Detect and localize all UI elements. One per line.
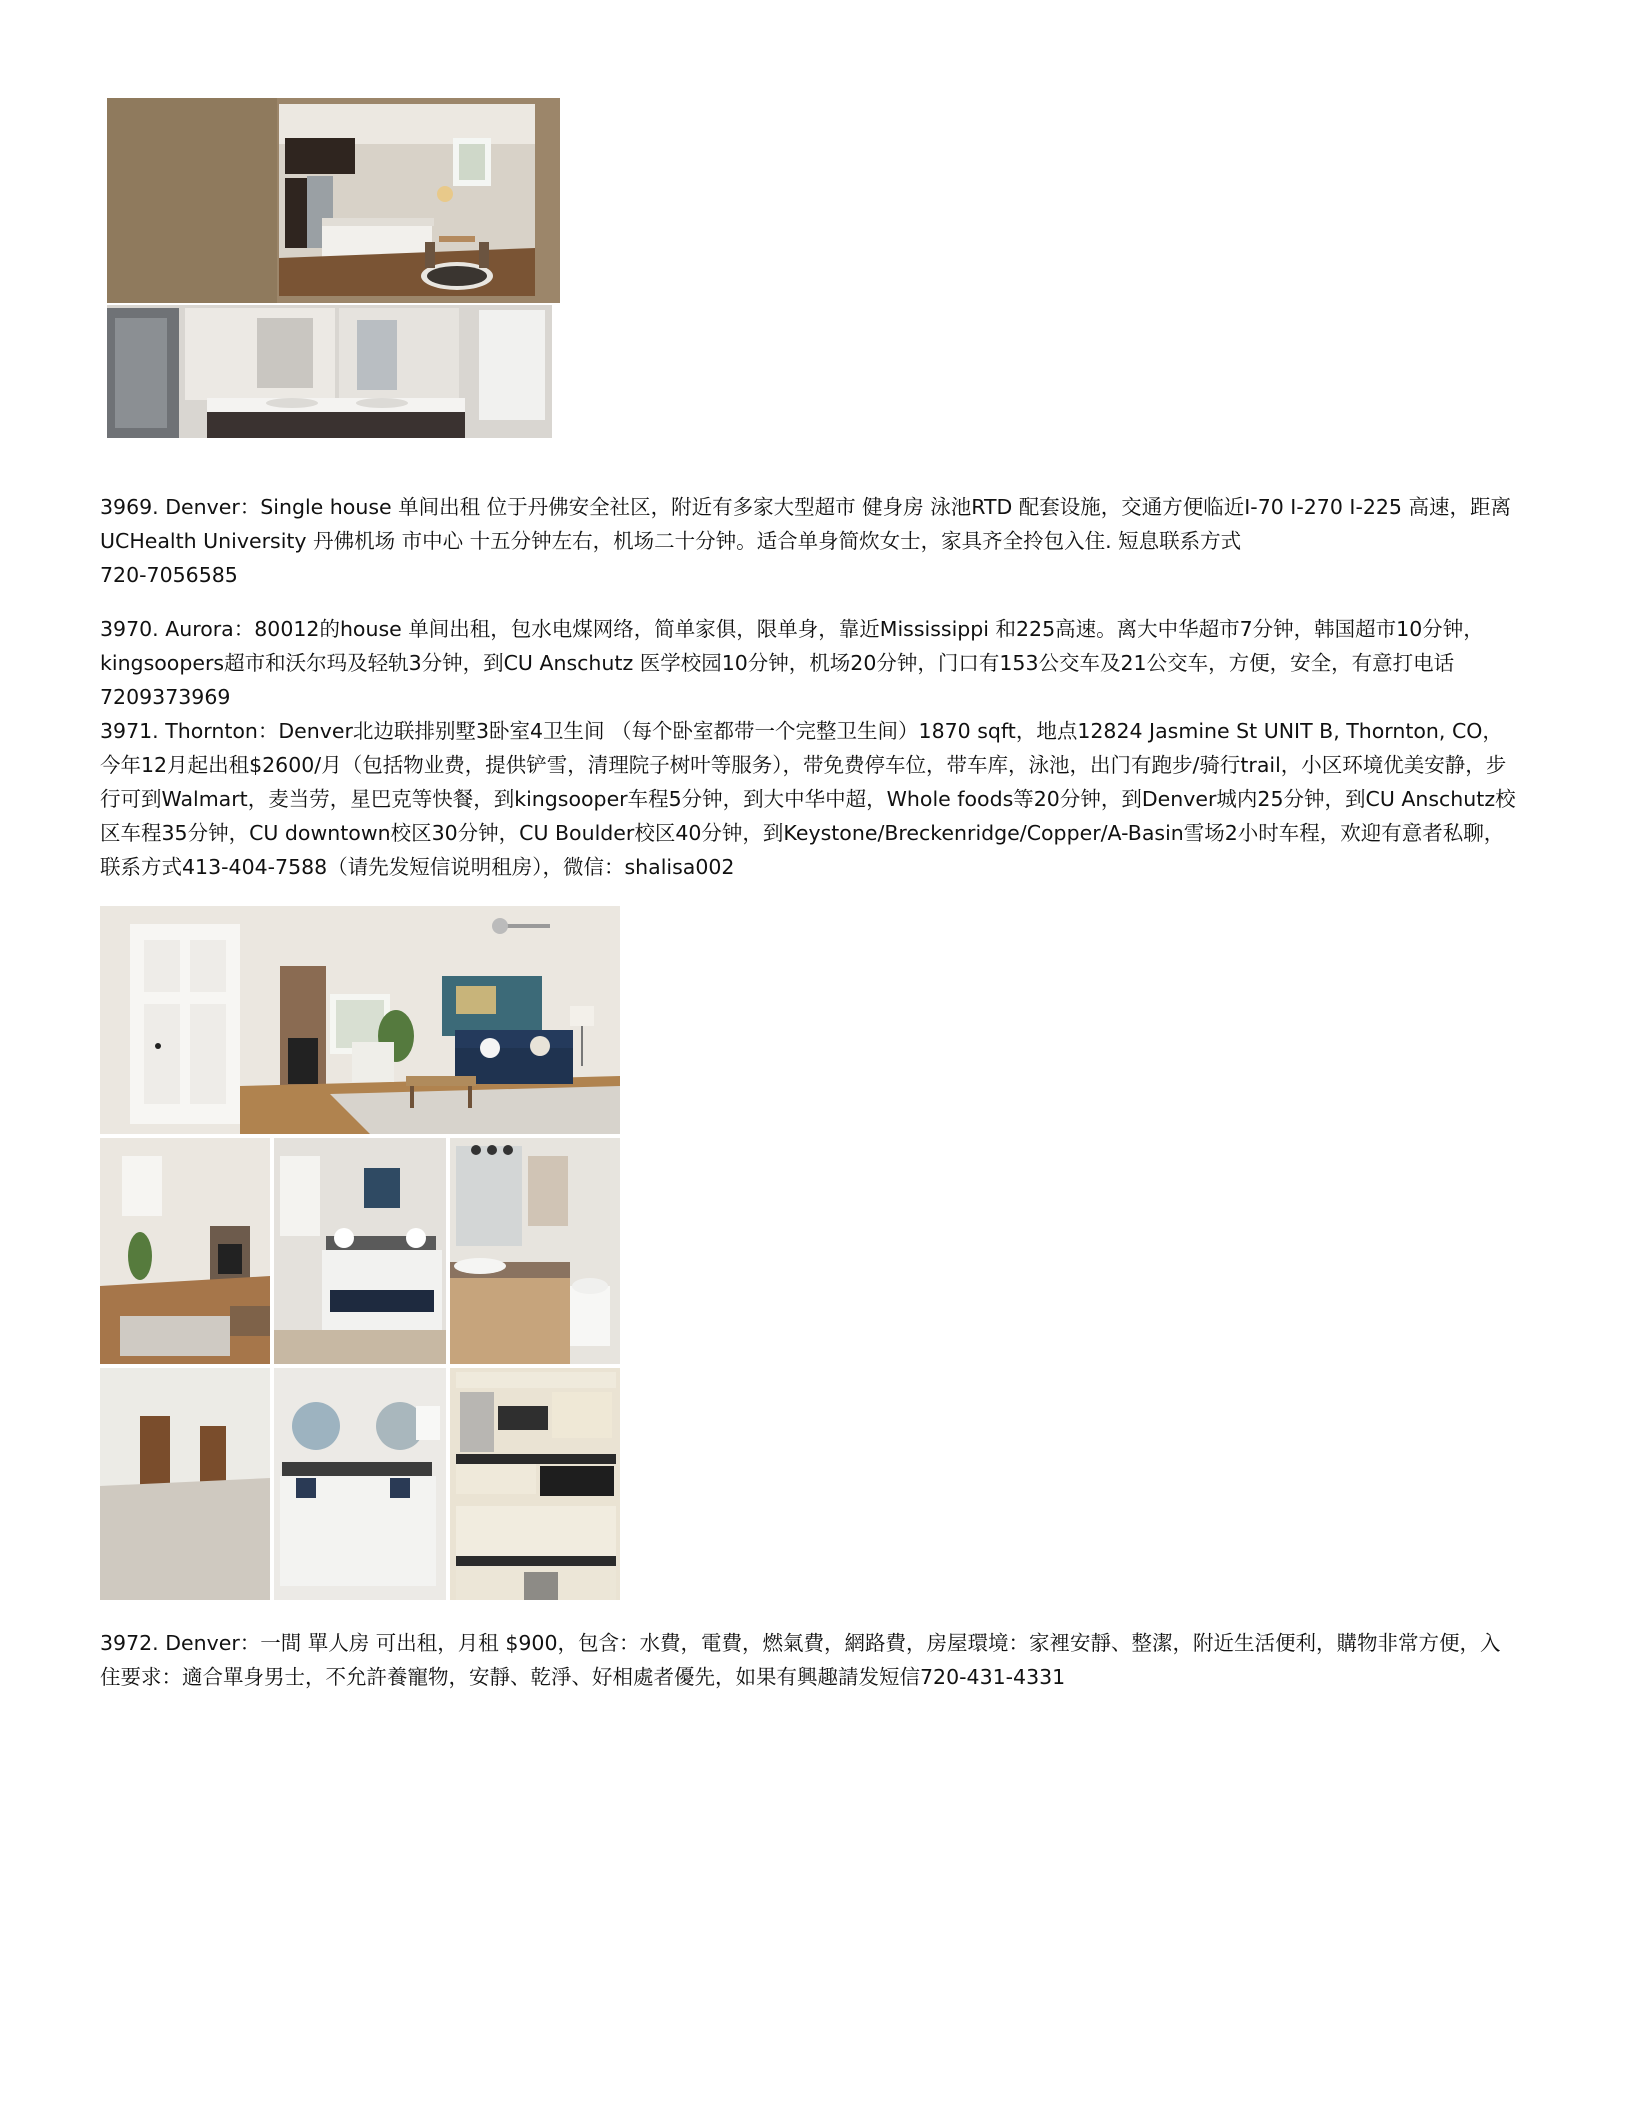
- listing-3969-text: 3969. Denver：Single house 单间出租 位于丹佛安全社区，附近有多家大型超市 健身房 泳池RTD 配套设施，交通方便临近I-70 I-270 I-225 高速，距离UCHealth University 丹佛机场 市中心 十五分钟左右，机场二十分钟。适合单身简炊女士，家具齐全拎包入住. 短息联系方式 720-7056585: [100, 495, 1511, 587]
- listing-3971: [100, 714, 1520, 884]
- kitchen-bathroom-photo: [107, 98, 560, 438]
- listing-3969: [100, 490, 1520, 592]
- townhouse-interior-photo: [100, 906, 620, 1600]
- listing-3972: [100, 1626, 1520, 1694]
- listing-3970-text: 3970. Aurora：80012的house 单间出租，包水电煤网络，简单家俱，限单身，靠近Mississippi 和225高速。离大中华超市7分钟，韩国超市10分钟，kingsoopers超市和沃尔玛及轻轨3分钟，到CU Anschutz 医学校园10分钟，机场20分钟，门口有153公交车及21公交车，方便，安全，有意打电话7209373969: [100, 617, 1484, 709]
- townhouse-photo-collage: [100, 906, 620, 1600]
- listing-3972-text: 3972. Denver：一間 單人房 可出租，月租 $900，包含：水費，電費，燃氣費，網路費，房屋環境：家裡安靜、整潔，附近生活便利，購物非常方便，入住要求：適合單身男士，不允許養寵物，安靜、乾淨、好相處者優先，如果有興趣請发短信720-431-4331: [100, 1631, 1501, 1689]
- kitchen-bathroom-photo-collage: [107, 98, 560, 438]
- listing-3970: [100, 612, 1520, 714]
- listing-3971-text: 3971. Thornton：Denver北边联排别墅3卧室4卫生间 （每个卧室都带一个完整卫生间）1870 sqft，地点12824 Jasmine St UNIT B, Thornton, CO，今年12月起出租$2600/月（包括物业费，提供铲雪，清理院子树叶等服务），带免费停车位，带车库，泳池，出门有跑步/骑行trail，小区环境优美安静，步行可到Walmart，麦当劳，星巴克等快餐，到kingsooper车程5分钟，到大中华中超，Whole foods等20分钟，到Denver城内25分钟，到CU Anschutz校区车程35分钟，CU downtown校区30分钟，CU Boulder校区40分钟，到Keystone/Breckenridge/Copper/A-Basin雪场2小时车程，欢迎有意者私聊，联系方式413-404-7588（请先发短信说明租房），微信：shalisa002: [100, 719, 1516, 879]
